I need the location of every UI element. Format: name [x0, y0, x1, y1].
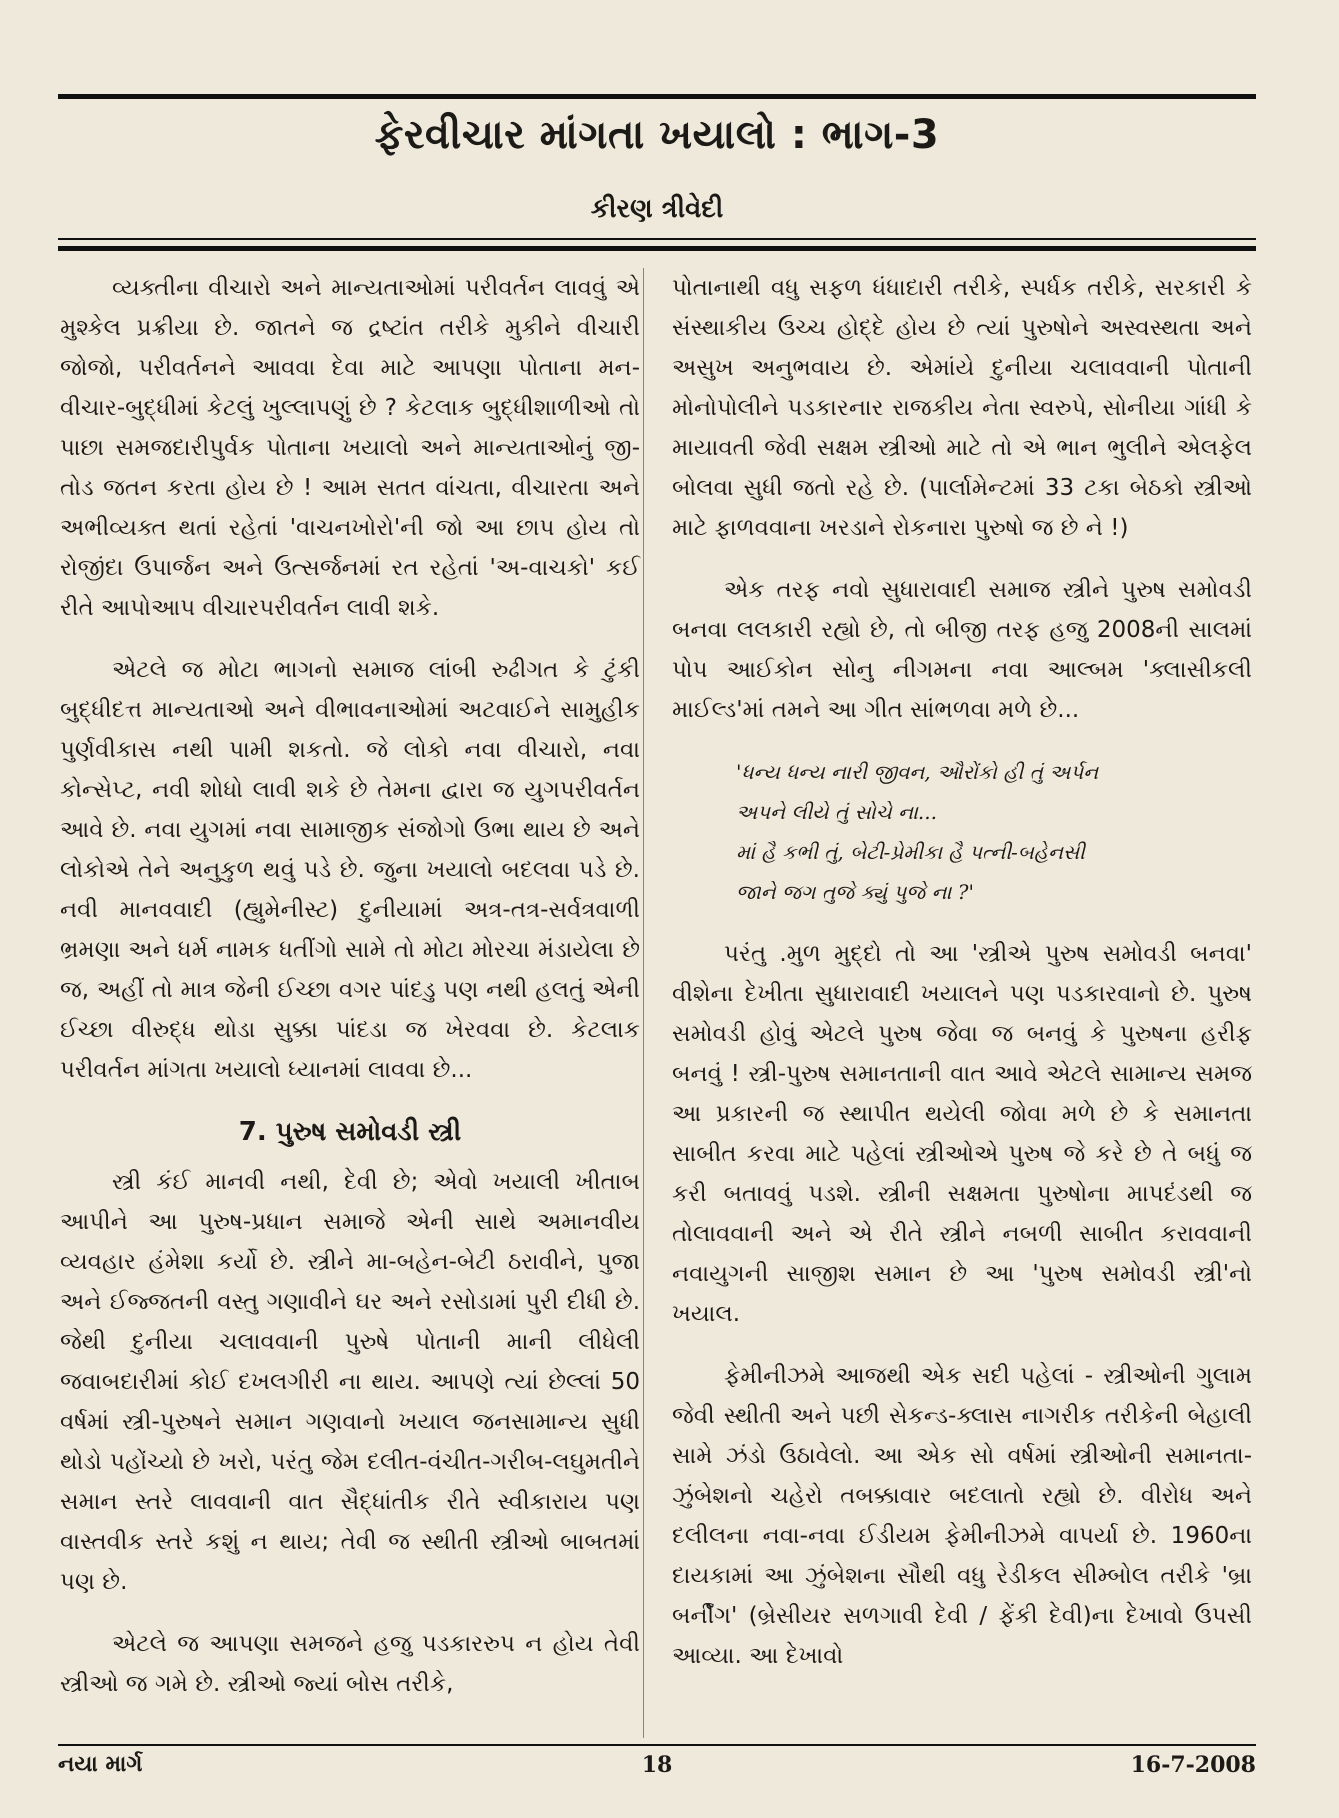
section-heading: 7. પુરુષ સમોવડી સ્ત્રી	[238, 1117, 462, 1147]
verse-line: માં હૈ કભી તું, બેટી-પ્રેમીકા હૈ પત્ની-બહેનસી	[736, 840, 1085, 864]
page-footer	[58, 1752, 1256, 1792]
header-rule-bottom-thin	[58, 238, 1256, 240]
paragraph: એટલે જ આપણા સમજને હજુ પડકારરુપ ન હોય તેવી સ્ત્રીઓ જ ગમે છે. સ્ત્રીઓ જ્યાં બોસ તરીકે,	[60, 1631, 640, 1697]
verse-line: 'ધન્ય ધન્ય નારી જીવન, ઔરોંકો હી તું અર્પન	[736, 760, 1099, 784]
right-column	[672, 268, 1252, 1698]
article-author: કીરણ ત્રીવેદી	[590, 194, 724, 224]
paragraph: સ્ત્રી કંઈ માનવી નથી, દેવી છે; એવો ખયાલી ખીતાબ આપીને આ પુરુષ-પ્રધાન સમાજે એની સાથે અમાનવીય વ્યવહાર હંમેશા કર્યો છે. સ્ત્રીને મા-બહેન-બેટી ઠરાવીને, પુજા અને ઈજ્જતની વસ્તુ ગણાવીને ઘર અને રસોડામાં પુરી દીધી છે. જેથી દુનીયા ચલાવવાની પુરુષે પોતાની માની લીધેલી જવાબદારીમાં કોઈ દખલગીરી ના થાય. આપણે ત્યાં છેલ્લાં 50 વર્ષમાં સ્ત્રી-પુરુષને સમાન ગણવાનો ખયાલ જનસામાન્ય સુધી થોડો પહોંચ્યો છે ખરો, પરંતુ જેમ દલીત-વંચીત-ગરીબ-લઘુમતીને સમાન સ્તરે લાવવાની વાત સૈદ્ધાંતીક રીતે સ્વીકારાય પણ વાસ્તવીક સ્તરે કશું ન થાય; તેવી જ સ્થીતી સ્ત્રીઓ બાબતમાં પણ છે.	[60, 1169, 640, 1595]
column-divider	[643, 268, 644, 1738]
magazine-name: નયા માર્ગ	[58, 1752, 143, 1777]
footer-rule	[58, 1744, 1256, 1746]
page-number: 18	[641, 1752, 673, 1778]
left-column	[60, 268, 640, 1726]
verse-line: જાને જગ તુજે ક્યું પુજે ના ?'	[736, 880, 974, 904]
paragraph: વ્યક્તીના વીચારો અને માન્યતાઓમાં પરીવર્તન લાવવું એ મુશ્કેલ પ્રક્રીયા છે. જાતને જ દ્રષ્ટાંત તરીકે મુકીને વીચારી જોજો, પરીવર્તનને આવવા દેવા માટે આપણા પોતાના મન-વીચાર-બુદ્ધીમાં કેટલું ખુલ્લાપણું છે ? કેટલાક બુદ્ધીશાળીઓ તો પાછા સમજદારીપુર્વક પોતાના ખયાલો અને માન્યતાઓનું જી-તોડ જતન કરતા હોય છે ! આમ સતત વાંચતા, વીચારતા અને અભીવ્યક્ત થતાં રહેતાં 'વાચનખોરો'ની જો આ છાપ હોય તો રોજીંદા ઉપાર્જન અને ઉત્સર્જનમાં રત રહેતાં 'અ-વાચકો' કઈ રીતે આપોઆપ વીચારપરીવર્તન લાવી શકે.	[60, 275, 640, 621]
paragraph-continuation: પોતાનાથી વધુ સફળ ધંધાદારી તરીકે, સ્પર્ધક તરીકે, સરકારી કે સંસ્થાકીય ઉચ્ચ હોદ્દે હોય છે ત્યાં પુરુષોને અસ્વસ્થતા અને અસુખ અનુભવાય છે. એમાંયે દુનીયા ચલાવવાની પોતાની મોનોપોલીને પડકારનાર રાજકીય નેતા સ્વરુપે, સોનીયા ગાંધી કે માયાવતી જેવી સક્ષમ સ્ત્રીઓ માટે તો એ ભાન ભુલીને એલફેલ બોલવા સુધી જતો રહે છે. (પાર્લામેન્ટમાં 33 ટકા બેઠકો સ્ત્રીઓ માટે ફાળવવાના ખરડાને રોકનારા પુરુષો જ છે ને !)	[672, 275, 1252, 541]
paragraph: ફેમીનીઝમે આજથી એક સદી પહેલાં - સ્ત્રીઓની ગુલામ જેવી સ્થીતી અને પછી સેકન્ડ-ક્લાસ નાગરીક તરીકેની બેહાલી સામે ઝંડો ઉઠાવેલો. આ એક સો વર્ષમાં સ્ત્રીઓની સમાનતા-ઝુંબેશનો ચહેરો તબક્કાવાર બદલાતો રહ્યો છે. વીરોધ અને દલીલના નવા-નવા ઈડીયમ ફેમીનીઝમે વાપર્યા છે. 1960ના દાયકામાં આ ઝુંબેશના સૌથી વધુ રેડીકલ સીમ્બોલ તરીકે 'બ્રા બર્નીંગ' (બ્રેસીયર સળગાવી દેવી / ફેંકી દેવી)ના દેખાવો ઉપસી આવ્યા. આ દેખાવો	[672, 1363, 1252, 1669]
paragraph: એક તરફ નવો સુધારાવાદી સમાજ સ્ત્રીને પુરુષ સમોવડી બનવા લલકારી રહ્યો છે, તો બીજી તરફ હજુ 2008ની સાલમાં પોપ આઈકોન સોનુ નીગમના નવા આલ્બમ 'ક્લાસીકલી માઈલ્ડ'માં તમને આ ગીત સાંભળવા મળે છે...	[672, 577, 1252, 723]
paragraph: પરંતુ .મુળ મુદ્દો તો આ 'સ્ત્રીએ પુરુષ સમોવડી બનવા' વીશેના દેખીતા સુધારાવાદી ખયાલને પણ પડકારવાનો છે. પુરુષ સમોવડી હોવું એટલે પુરુષ જેવા જ બનવું કે પુરુષના હરીફ બનવું ! સ્ત્રી-પુરુષ સમાનતાની વાત આવે એટલે સામાન્ય સમજ આ પ્રકારની જ સ્થાપીત થયેલી જોવા મળે છે કે સમાનતા સાબીત કરવા માટે પહેલાં સ્ત્રીઓએ પુરુષ જે કરે છે તે બધું જ કરી બતાવવું પડશે. સ્ત્રીની સક્ષમતા પુરુષોના માપદંડથી જ તોલાવવાની અને એ રીતે સ્ત્રીને નબળી સાબીત કરાવવાની નવાયુગની સાજીશ સમાન છે આ 'પુરુષ સમોવડી સ્ત્રી'નો ખયાલ.	[672, 941, 1252, 1327]
paragraph: એટલે જ મોટા ભાગનો સમાજ લાંબી રુઢીગત કે ટુંકી બુદ્ધીદત્ત માન્યતાઓ અને વીભાવનાઓમાં અટવાઈને સામુહીક પુર્ણવીકાસ નથી પામી શકતો. જે લોકો નવા વીચારો, નવા કોન્સેપ્ટ, નવી શોધો લાવી શકે છે તેમના દ્વારા જ યુગપરીવર્તન આવે છે. નવા યુગમાં નવા સામાજીક સંજોગો ઉભા થાય છે અને લોકોએ તેને અનુકુળ થવું પડે છે. જુના ખયાલો બદલવા પડે છે. નવી માનવવાદી (હ્યુમેનીસ્ટ) દુનીયામાં અત્ર-તત્ર-સર્વત્રવાળી ભ્રમણા અને ધર્મ નામક ધતીંગો સામે તો મોટા મોરચા મંડાયેલા છે જ, અહીં તો માત્ર જેની ઈચ્છા વગર પાંદડુ પણ નથી હલતું એની ઈચ્છા વીરુદ્ધ થોડા સુક્કા પાંદડા જ ખેરવવા છે. કેટલાક પરીવર્તન માંગતા ખયાલો ધ્યાનમાં લાવવા છે...	[60, 657, 640, 1083]
verse-line: અપને લીયે તું સોચે ના...	[736, 800, 937, 824]
issue-date: 16-7-2008	[1130, 1752, 1256, 1778]
article-title: ફેરવીચાર માંગતા ખયાલો : ભાગ-3	[374, 112, 940, 158]
song-quote	[672, 752, 1252, 912]
header-rule-top	[58, 94, 1256, 99]
header-rule-bottom-thick	[58, 246, 1256, 251]
